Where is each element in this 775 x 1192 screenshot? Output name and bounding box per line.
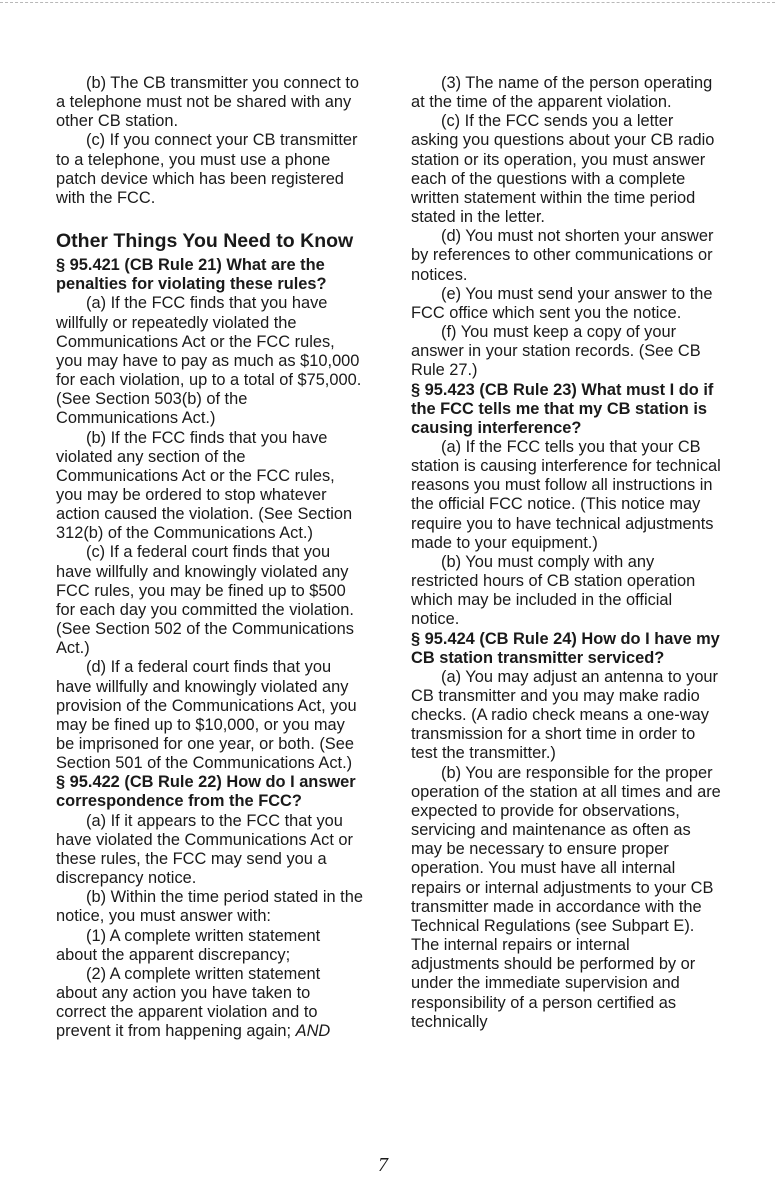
page-number: 7	[378, 1154, 388, 1176]
paragraph-b-telephone: (b) The CB transmitter you connect to a telephone must not be shared with any other CB station.	[56, 74, 359, 131]
rule-95-424-b: (b) You are responsible for the proper operation of the station at all times and are expected to provide for observations, servicing and maintenance as often as may be necessary to ensure proper operation. You must have all internal repairs or internal adjustments to your CB transmitter made in accordance with the Technical Regulations (see Subpart E). The internal repairs or internal adjustments should be performed by or under the immediate supervision and responsibility of a person certified as technically	[411, 763, 721, 1031]
rule-95-421-d: (d) If a federal court finds that you have willfully and knowingly violated any provision of the Communications Act, you may be fined up to $10,000, or you may be imprisoned for one year, or both. (See Section 501 of the Communications Act.)	[56, 658, 357, 773]
rule-95-424-a: (a) You may adjust an antenna to your CB transmitter and you may make radio checks. (A radio check means a one-way transmission for a short time in order to test the transmitter.)	[411, 667, 719, 763]
rule-95-422-b1: (1) A complete written statement about the apparent discrepancy;	[56, 926, 321, 964]
rule-95-422-a: (a) If it appears to the FCC that you have violated the Communications Act or these rules, the FCC may send you a discrepancy notice.	[56, 811, 354, 888]
rule-95-422-b2	[56, 965, 364, 1042]
rule-95-421-a: (a) If the FCC finds that you have willfully or repeatedly violated the Communications Act or the FCC rules, you may have to pay as much as $10,000 for each violation, up to a total of $75,000. (See Section 503(b) of the Communications Act.)	[56, 294, 362, 428]
right-column	[411, 74, 721, 1032]
rule-95-422-b: (b) Within the time period stated in the notice, you must answer with:	[56, 888, 363, 926]
section-heading: Other Things You Need to Know	[56, 230, 354, 253]
left-column	[56, 74, 364, 1042]
scan-edge-line	[0, 2, 775, 3]
paragraph-c-phone-patch: (c) If you connect your CB transmitter to a telephone, you must use a phone patch device which has been registered with the FCC.	[56, 131, 358, 207]
rule-95-421-c: (c) If a federal court finds that you have willfully and knowingly violated any FCC rules, you may be fined up to $500 for each day you committed the violation. (See Section 502 of the Communications Act.)	[56, 543, 354, 658]
rule-95-422-heading: § 95.422 (CB Rule 22) How do I answer correspondence from the FCC?	[56, 773, 356, 811]
rule-95-422-d: (d) You must not shorten your answer by references to other communications or notices.	[411, 227, 714, 284]
rule-95-421-heading: § 95.421 (CB Rule 21) What are the penalties for violating these rules?	[56, 256, 327, 294]
rule-95-422-f: (f) You must keep a copy of your answer in your station records. (See CB Rule 27.)	[411, 323, 701, 380]
rule-95-422-e: (e) You must send your answer to the FCC office which sent you the notice.	[411, 284, 713, 322]
rule-95-423-a: (a) If the FCC tells you that your CB station is causing interference for technical reasons you must follow all instructions in the official FCC notice. (This notice may require you to have technical adjustments made to your equipment.)	[411, 437, 721, 552]
rule-95-422-b2-and: AND	[295, 1022, 331, 1041]
rule-95-421-b: (b) If the FCC finds that you have violated any section of the Communications Act or the FCC rules, you may be ordered to stop whatever action caused the violation. (See Section 312(b) of the Communications Act.)	[56, 428, 353, 543]
rule-95-424-heading: § 95.424 (CB Rule 24) How do I have my CB station transmitter serviced?	[411, 629, 720, 667]
rule-95-422-b2-text: (2) A complete written statement about any action you have taken to correct the apparent violation and to prevent it from happening again;	[56, 964, 321, 1041]
rule-95-423-b: (b) You must comply with any restricted hours of CB station operation which may be included in the official notice.	[411, 552, 696, 629]
rule-95-422-c: (c) If the FCC sends you a letter asking you questions about your CB radio station or its operation, you must answer each of the questions with a complete written statement within the time period stated in the letter.	[411, 112, 715, 227]
rule-95-423-heading: § 95.423 (CB Rule 23) What must I do if the FCC tells me that my CB station is causing interference?	[411, 380, 714, 437]
rule-95-422-b3: (3) The name of the person operating at the time of the apparent violation.	[411, 74, 713, 112]
